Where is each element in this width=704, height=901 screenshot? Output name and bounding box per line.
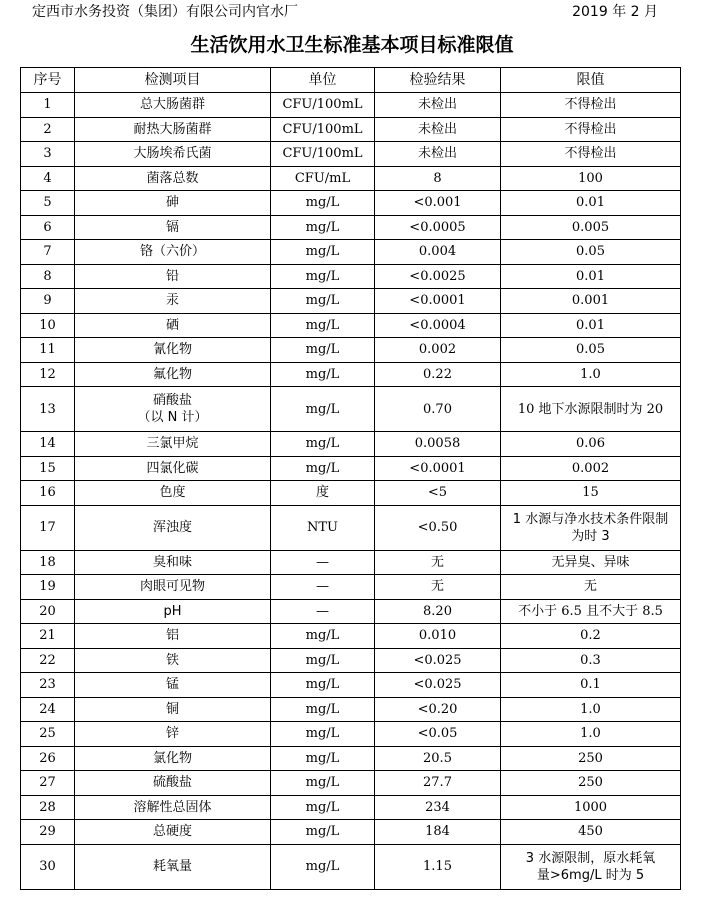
limit-value-line2: 量>6mg/L 时为 5 (536, 867, 645, 883)
row-number: 23 (21, 673, 75, 698)
row-number: 2 (21, 117, 75, 142)
table-row (21, 624, 681, 649)
table-row (21, 820, 681, 845)
limit-value: 250 (501, 746, 681, 771)
table-row (21, 264, 681, 289)
item-name: 臭和味 (75, 550, 271, 575)
result-value: 0.22 (375, 362, 501, 387)
row-number: 7 (21, 240, 75, 265)
row-number: 24 (21, 697, 75, 722)
result-value: 无 (375, 550, 501, 575)
item-name: 镉 (75, 215, 271, 240)
table-row (21, 456, 681, 481)
result-value: 8.20 (375, 599, 501, 624)
row-number: 22 (21, 648, 75, 673)
table-row (21, 313, 681, 338)
result-value: <0.0001 (375, 456, 501, 481)
result-value: 0.002 (375, 338, 501, 363)
row-number: 4 (21, 166, 75, 191)
row-number: 21 (21, 624, 75, 649)
item-name: 氯化物 (75, 746, 271, 771)
result-value: 未检出 (375, 142, 501, 167)
table-row (21, 673, 681, 698)
limit-value: 0.01 (501, 313, 681, 338)
table-row (21, 599, 681, 624)
result-value: 0.004 (375, 240, 501, 265)
row-number: 27 (21, 771, 75, 796)
table-row (21, 722, 681, 747)
table-row (21, 697, 681, 722)
row-number: 30 (21, 844, 75, 889)
unit-value: mg/L (271, 240, 375, 265)
table-row (21, 648, 681, 673)
row-number: 6 (21, 215, 75, 240)
row-number: 29 (21, 820, 75, 845)
table-row (21, 432, 681, 457)
row-number: 16 (21, 481, 75, 506)
row-number: 10 (21, 313, 75, 338)
table-row (21, 795, 681, 820)
unit-value: mg/L (271, 844, 375, 889)
item-name: 铅 (75, 264, 271, 289)
item-name: pH (75, 599, 271, 624)
column-header-unit: 单位 (271, 68, 375, 93)
result-value: <0.0025 (375, 264, 501, 289)
column-header-result: 检验结果 (375, 68, 501, 93)
unit-value: mg/L (271, 648, 375, 673)
table-row (21, 338, 681, 363)
limit-value: 10 地下水源限制时为 20 (501, 387, 681, 432)
unit-value: mg/L (271, 338, 375, 363)
result-value: 20.5 (375, 746, 501, 771)
unit-value: mg/L (271, 313, 375, 338)
row-number: 11 (21, 338, 75, 363)
unit-value: mg/L (271, 746, 375, 771)
page-title: 生活饮用水卫生标准基本项目标准限值 (190, 34, 514, 56)
item-name: 大肠埃希氏菌 (75, 142, 271, 167)
limit-value: 1.0 (501, 722, 681, 747)
row-number: 3 (21, 142, 75, 167)
unit-value: — (271, 550, 375, 575)
limit-value: 1.0 (501, 697, 681, 722)
row-number: 15 (21, 456, 75, 481)
unit-value: mg/L (271, 722, 375, 747)
table-row (21, 117, 681, 142)
unit-value: mg/L (271, 387, 375, 432)
item-name: 四氯化碳 (75, 456, 271, 481)
limit-value: 0.005 (501, 215, 681, 240)
row-number: 25 (21, 722, 75, 747)
row-number: 1 (21, 93, 75, 118)
result-value: 未检出 (375, 117, 501, 142)
result-value: 未检出 (375, 93, 501, 118)
limit-value: 不得检出 (501, 93, 681, 118)
unit-value: mg/L (271, 820, 375, 845)
item-name (75, 387, 271, 432)
result-value: 184 (375, 820, 501, 845)
unit-value: mg/L (271, 362, 375, 387)
limit-value: 250 (501, 771, 681, 796)
table-row (21, 481, 681, 506)
result-value: <0.0005 (375, 215, 501, 240)
result-value: 0.010 (375, 624, 501, 649)
row-number: 8 (21, 264, 75, 289)
row-number: 26 (21, 746, 75, 771)
item-name: 溶解性总固体 (75, 795, 271, 820)
result-value: <0.001 (375, 191, 501, 216)
unit-value: CFU/100mL (271, 93, 375, 118)
limit-value (501, 844, 681, 889)
unit-value: — (271, 575, 375, 600)
item-name: 氰化物 (75, 338, 271, 363)
limit-value: 不得检出 (501, 117, 681, 142)
table-row (21, 362, 681, 387)
row-number: 13 (21, 387, 75, 432)
table-row (21, 505, 681, 550)
limit-value (501, 505, 681, 550)
item-name: 铜 (75, 697, 271, 722)
result-value: <0.025 (375, 648, 501, 673)
item-name: 铬（六价） (75, 240, 271, 265)
result-value: <0.0004 (375, 313, 501, 338)
unit-value: CFU/100mL (271, 142, 375, 167)
item-name: 铁 (75, 648, 271, 673)
table-row (21, 142, 681, 167)
table-row (21, 93, 681, 118)
row-number: 18 (21, 550, 75, 575)
table-row (21, 550, 681, 575)
result-value: 1.15 (375, 844, 501, 889)
result-value: 无 (375, 575, 501, 600)
limit-value: 不小于 6.5 且不大于 8.5 (501, 599, 681, 624)
item-name: 总硬度 (75, 820, 271, 845)
row-number: 19 (21, 575, 75, 600)
limit-value: 1.0 (501, 362, 681, 387)
organization-name: 定西市水务投资（集团）有限公司内官水厂 (32, 4, 298, 20)
unit-value: mg/L (271, 697, 375, 722)
column-header-limit: 限值 (501, 68, 681, 93)
row-number: 12 (21, 362, 75, 387)
limit-value: 15 (501, 481, 681, 506)
table-row (21, 215, 681, 240)
limit-value-line1: 3 水源限制，原水耗氧 (525, 850, 656, 866)
column-header-item: 检测项目 (75, 68, 271, 93)
unit-value: mg/L (271, 289, 375, 314)
table-row (21, 289, 681, 314)
row-number: 28 (21, 795, 75, 820)
item-name: 色度 (75, 481, 271, 506)
row-number: 17 (21, 505, 75, 550)
result-value: <0.20 (375, 697, 501, 722)
table-row (21, 387, 681, 432)
limit-value: 不得检出 (501, 142, 681, 167)
item-name: 锌 (75, 722, 271, 747)
column-header-no: 序号 (21, 68, 75, 93)
limit-value-line1: 1 水源与净水技术条件限制 (512, 511, 669, 527)
table-row (21, 746, 681, 771)
item-name: 三氯甲烷 (75, 432, 271, 457)
limit-value-line2: 为时 3 (571, 528, 610, 544)
limit-value: 无 (501, 575, 681, 600)
item-name: 浑浊度 (75, 505, 271, 550)
row-number: 9 (21, 289, 75, 314)
limit-value: 100 (501, 166, 681, 191)
unit-value: mg/L (271, 432, 375, 457)
item-name: 总大肠菌群 (75, 93, 271, 118)
item-name: 汞 (75, 289, 271, 314)
limit-value: 0.1 (501, 673, 681, 698)
table-row (21, 166, 681, 191)
row-number: 14 (21, 432, 75, 457)
result-value: <0.50 (375, 505, 501, 550)
table-row (21, 771, 681, 796)
item-name: 硒 (75, 313, 271, 338)
unit-value: CFU/100mL (271, 117, 375, 142)
limit-value: 0.06 (501, 432, 681, 457)
unit-value: mg/L (271, 191, 375, 216)
result-value: 234 (375, 795, 501, 820)
item-name-line2: （以 N 计） (137, 410, 208, 425)
table-row (21, 191, 681, 216)
unit-value: CFU/mL (271, 166, 375, 191)
header-bar (0, 0, 704, 22)
result-value: 0.0058 (375, 432, 501, 457)
report-date: 2019 年 2 月 (572, 4, 658, 20)
limit-value: 0.05 (501, 338, 681, 363)
table-row (21, 844, 681, 889)
unit-value: mg/L (271, 771, 375, 796)
table-body (21, 93, 681, 890)
item-name: 菌落总数 (75, 166, 271, 191)
result-value: <0.05 (375, 722, 501, 747)
unit-value: mg/L (271, 795, 375, 820)
limit-value: 450 (501, 820, 681, 845)
unit-value: — (271, 599, 375, 624)
limit-value: 0.001 (501, 289, 681, 314)
item-name: 耐热大肠菌群 (75, 117, 271, 142)
result-value: <0.0001 (375, 289, 501, 314)
item-name: 耗氧量 (75, 844, 271, 889)
table-row (21, 240, 681, 265)
result-value: 0.70 (375, 387, 501, 432)
item-name: 锰 (75, 673, 271, 698)
unit-value: mg/L (271, 264, 375, 289)
row-number: 20 (21, 599, 75, 624)
unit-value: 度 (271, 481, 375, 506)
result-value: <0.025 (375, 673, 501, 698)
limit-value: 0.002 (501, 456, 681, 481)
limit-value: 0.05 (501, 240, 681, 265)
result-value: 8 (375, 166, 501, 191)
unit-value: mg/L (271, 215, 375, 240)
limit-value: 0.01 (501, 191, 681, 216)
unit-value: mg/L (271, 624, 375, 649)
unit-value: NTU (271, 505, 375, 550)
item-name: 硫酸盐 (75, 771, 271, 796)
limit-value: 0.2 (501, 624, 681, 649)
item-name: 氟化物 (75, 362, 271, 387)
table-header-row (21, 68, 681, 93)
limit-value: 0.01 (501, 264, 681, 289)
limit-value: 无异臭、异味 (501, 550, 681, 575)
result-value: <5 (375, 481, 501, 506)
row-number: 5 (21, 191, 75, 216)
item-name-line1: 硝酸盐 (152, 393, 192, 408)
table-row (21, 575, 681, 600)
item-name: 砷 (75, 191, 271, 216)
unit-value: mg/L (271, 456, 375, 481)
standards-table (20, 67, 681, 890)
item-name: 铝 (75, 624, 271, 649)
item-name: 肉眼可见物 (75, 575, 271, 600)
limit-value: 1000 (501, 795, 681, 820)
result-value: 27.7 (375, 771, 501, 796)
limit-value: 0.3 (501, 648, 681, 673)
unit-value: mg/L (271, 673, 375, 698)
